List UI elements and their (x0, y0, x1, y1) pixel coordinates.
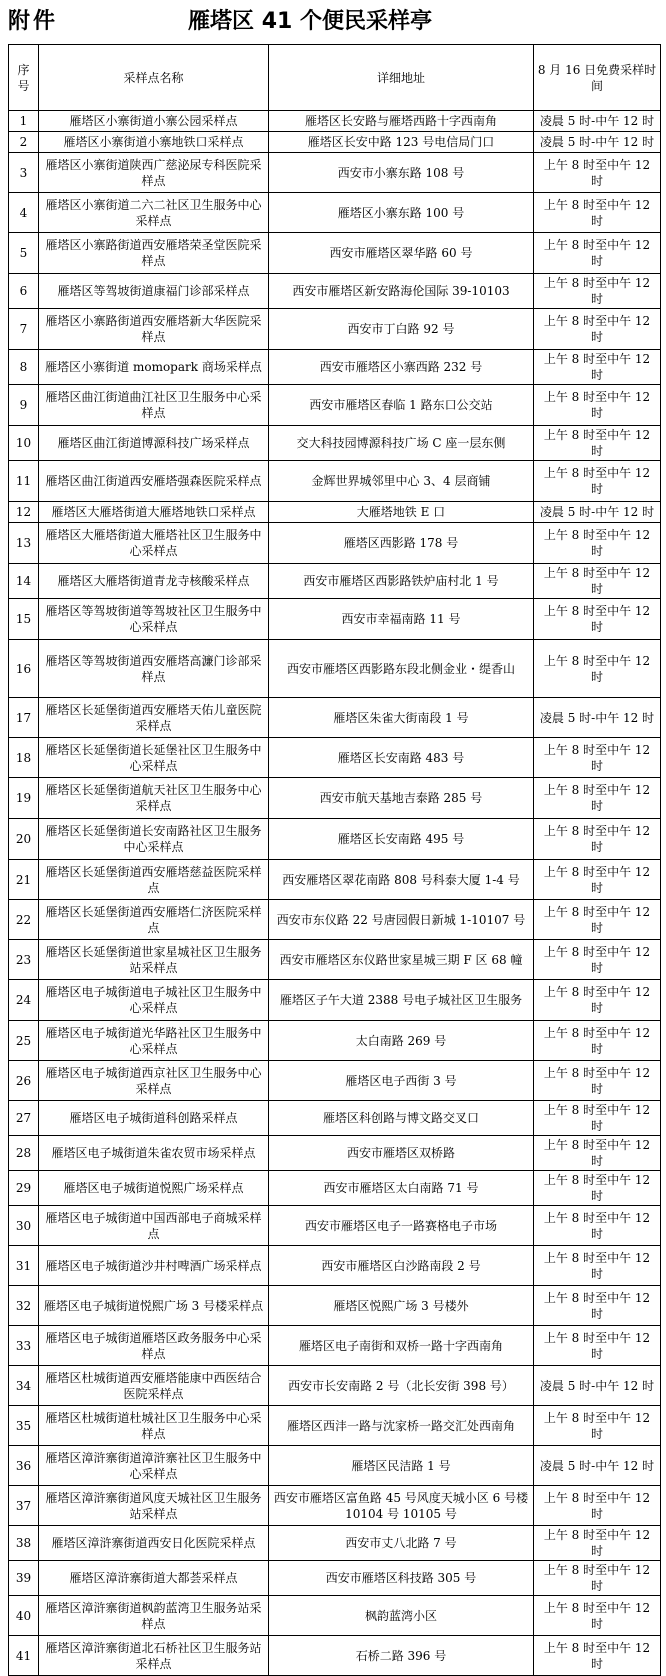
table-row (9, 599, 661, 640)
cell-address: 雁塔区长安路与雁塔西路十字西南角 (269, 111, 534, 132)
header-address: 详细地址 (269, 45, 534, 111)
cell-time: 上午 8 时至中午 12 时 (534, 1636, 661, 1676)
cell-site-name: 雁塔区曲江街道曲江社区卫生服务中心采样点 (39, 385, 269, 426)
cell-time: 上午 8 时至中午 12 时 (534, 233, 661, 274)
cell-site-name: 雁塔区小寨街道二六二社区卫生服务中心采样点 (39, 193, 269, 233)
table-row (9, 900, 661, 940)
cell-address: 西安市雁塔区东仪路世家星城三期 F 区 68 幢 (269, 940, 534, 980)
cell-time: 上午 8 时至中午 12 时 (534, 738, 661, 778)
table-row (9, 1406, 661, 1446)
cell-address: 雁塔区西沣一路与沈家桥一路交汇处西南角 (269, 1406, 534, 1446)
cell-address: 西安市雁塔区太白南路 71 号 (269, 1171, 534, 1206)
table-row (9, 564, 661, 599)
cell-site-name: 雁塔区小寨路街道西安雁塔新大华医院采样点 (39, 309, 269, 350)
cell-time: 上午 8 时至中午 12 时 (534, 274, 661, 309)
cell-address: 西安市雁塔区双桥路 (269, 1136, 534, 1171)
cell-time: 上午 8 时至中午 12 时 (534, 1526, 661, 1561)
cell-site-name: 雁塔区小寨街道陕西广慈泌尿专科医院采样点 (39, 153, 269, 193)
cell-index: 19 (9, 778, 39, 819)
table-row (9, 1526, 661, 1561)
cell-index: 5 (9, 233, 39, 274)
table-row (9, 502, 661, 523)
table-row (9, 640, 661, 698)
cell-time: 上午 8 时至中午 12 时 (534, 1171, 661, 1206)
cell-time: 凌晨 5 时-中午 12 时 (534, 1446, 661, 1486)
cell-index: 26 (9, 1061, 39, 1101)
cell-address: 西安市雁塔区西影路铁炉庙村北 1 号 (269, 564, 534, 599)
cell-index: 12 (9, 502, 39, 523)
table-header-row (9, 45, 661, 111)
cell-site-name: 雁塔区电子城街道雁塔区政务服务中心采样点 (39, 1326, 269, 1366)
cell-time: 上午 8 时至中午 12 时 (534, 350, 661, 385)
cell-site-name: 雁塔区小寨街道小寨地铁口采样点 (39, 132, 269, 153)
cell-address: 西安市雁塔区富鱼路 45 号风度天城小区 6 号楼 10104 号 10105 号 (269, 1486, 534, 1526)
cell-index: 16 (9, 640, 39, 698)
cell-time: 上午 8 时至中午 12 时 (534, 860, 661, 900)
table-row (9, 1021, 661, 1061)
table-row (9, 1206, 661, 1246)
cell-site-name: 雁塔区电子城街道科创路采样点 (39, 1101, 269, 1136)
cell-time: 上午 8 时至中午 12 时 (534, 1136, 661, 1171)
table-row (9, 153, 661, 193)
cell-site-name: 雁塔区长延堡街道西安雁塔天佑儿童医院采样点 (39, 698, 269, 738)
cell-time: 上午 8 时至中午 12 时 (534, 900, 661, 940)
page-title: 雁塔区 41 个便民采样亭 (188, 9, 432, 34)
cell-time: 上午 8 时至中午 12 时 (534, 940, 661, 980)
cell-address: 交大科技园博源科技广场 C 座一层东侧 (269, 426, 534, 461)
table-row (9, 523, 661, 564)
table-row (9, 980, 661, 1021)
cell-index: 7 (9, 309, 39, 350)
cell-index: 28 (9, 1136, 39, 1171)
cell-index: 34 (9, 1366, 39, 1406)
cell-address: 西安市航天基地吉泰路 285 号 (269, 778, 534, 819)
cell-index: 24 (9, 980, 39, 1021)
cell-time: 上午 8 时至中午 12 时 (534, 461, 661, 502)
cell-index: 15 (9, 599, 39, 640)
cell-index: 6 (9, 274, 39, 309)
cell-index: 38 (9, 1526, 39, 1561)
cell-time: 上午 8 时至中午 12 时 (534, 1061, 661, 1101)
table-row (9, 350, 661, 385)
page-header (0, 0, 666, 44)
cell-index: 14 (9, 564, 39, 599)
cell-address: 石桥二路 396 号 (269, 1636, 534, 1676)
cell-site-name: 雁塔区长延堡街道西安雁塔仁济医院采样点 (39, 900, 269, 940)
cell-site-name: 雁塔区大雁塔街道青龙寺核酸采样点 (39, 564, 269, 599)
cell-address: 雁塔区长安南路 495 号 (269, 819, 534, 860)
cell-address: 雁塔区子午大道 2388 号电子城社区卫生服务 (269, 980, 534, 1021)
cell-index: 10 (9, 426, 39, 461)
table-row (9, 819, 661, 860)
table-row (9, 1446, 661, 1486)
cell-address: 雁塔区朱雀大街南段 1 号 (269, 698, 534, 738)
cell-index: 33 (9, 1326, 39, 1366)
cell-time: 上午 8 时至中午 12 时 (534, 1246, 661, 1286)
cell-site-name: 雁塔区等驾坡街道等驾坡社区卫生服务中心采样点 (39, 599, 269, 640)
cell-index: 30 (9, 1206, 39, 1246)
cell-index: 18 (9, 738, 39, 778)
cell-address: 西安市幸福南路 11 号 (269, 599, 534, 640)
cell-site-name: 雁塔区小寨路街道西安雁塔荣圣堂医院采样点 (39, 233, 269, 274)
table-row (9, 1061, 661, 1101)
cell-site-name: 雁塔区漳浒寨街道枫韵蓝湾卫生服务站采样点 (39, 1596, 269, 1636)
header-index: 序号 (9, 45, 39, 111)
cell-address: 西安市雁塔区小寨西路 232 号 (269, 350, 534, 385)
cell-site-name: 雁塔区长延堡街道长延堡社区卫生服务中心采样点 (39, 738, 269, 778)
cell-time: 上午 8 时至中午 12 时 (534, 778, 661, 819)
cell-site-name: 雁塔区长延堡街道航天社区卫生服务中心采样点 (39, 778, 269, 819)
cell-site-name: 雁塔区小寨街道小寨公园采样点 (39, 111, 269, 132)
cell-index: 3 (9, 153, 39, 193)
cell-address: 雁塔区电子南街和双桥一路十字西南角 (269, 1326, 534, 1366)
cell-time: 凌晨 5 时-中午 12 时 (534, 132, 661, 153)
table-row (9, 1101, 661, 1136)
table-row (9, 132, 661, 153)
cell-index: 25 (9, 1021, 39, 1061)
cell-address: 枫韵蓝湾小区 (269, 1596, 534, 1636)
cell-address: 雁塔区电子西街 3 号 (269, 1061, 534, 1101)
table-row (9, 274, 661, 309)
cell-address: 西安市雁塔区春临 1 路东口公交站 (269, 385, 534, 426)
cell-address: 西安市雁塔区电子一路赛格电子市场 (269, 1206, 534, 1246)
cell-time: 上午 8 时至中午 12 时 (534, 1406, 661, 1446)
cell-index: 23 (9, 940, 39, 980)
cell-index: 13 (9, 523, 39, 564)
table-row (9, 461, 661, 502)
cell-site-name: 雁塔区电子城街道中国西部电子商城采样点 (39, 1206, 269, 1246)
table-row (9, 1366, 661, 1406)
table-row (9, 1171, 661, 1206)
cell-time: 上午 8 时至中午 12 时 (534, 309, 661, 350)
cell-index: 17 (9, 698, 39, 738)
cell-time: 上午 8 时至中午 12 时 (534, 819, 661, 860)
cell-time: 上午 8 时至中午 12 时 (534, 640, 661, 698)
cell-time: 上午 8 时至中午 12 时 (534, 1596, 661, 1636)
table-row (9, 309, 661, 350)
table-row (9, 1561, 661, 1596)
cell-site-name: 雁塔区电子城街道悦熙广场采样点 (39, 1171, 269, 1206)
cell-time: 上午 8 时至中午 12 时 (534, 153, 661, 193)
cell-site-name: 雁塔区大雁塔街道大雁塔社区卫生服务中心采样点 (39, 523, 269, 564)
cell-site-name: 雁塔区电子城街道西京社区卫生服务中心采样点 (39, 1061, 269, 1101)
cell-address: 西安市雁塔区白沙路南段 2 号 (269, 1246, 534, 1286)
cell-time: 上午 8 时至中午 12 时 (534, 1561, 661, 1596)
cell-site-name: 雁塔区长延堡街道西安雁塔慈益医院采样点 (39, 860, 269, 900)
cell-time: 凌晨 5 时-中午 12 时 (534, 698, 661, 738)
cell-index: 8 (9, 350, 39, 385)
cell-site-name: 雁塔区杜城街道西安雁塔能康中西医结合医院采样点 (39, 1366, 269, 1406)
cell-index: 21 (9, 860, 39, 900)
table-row (9, 1136, 661, 1171)
cell-address: 西安市雁塔区翠华路 60 号 (269, 233, 534, 274)
cell-site-name: 雁塔区曲江街道西安雁塔强森医院采样点 (39, 461, 269, 502)
cell-index: 1 (9, 111, 39, 132)
cell-address: 金辉世界城邻里中心 3、4 层商铺 (269, 461, 534, 502)
cell-site-name: 雁塔区电子城街道朱雀农贸市场采样点 (39, 1136, 269, 1171)
cell-site-name: 雁塔区漳浒寨街道漳浒寨社区卫生服务中心采样点 (39, 1446, 269, 1486)
cell-site-name: 雁塔区漳浒寨街道大都荟采样点 (39, 1561, 269, 1596)
cell-address: 西安市长安南路 2 号（北长安街 398 号） (269, 1366, 534, 1406)
cell-address: 雁塔区悦熙广场 3 号楼外 (269, 1286, 534, 1326)
cell-site-name: 雁塔区电子城街道沙井村啤酒广场采样点 (39, 1246, 269, 1286)
cell-address: 雁塔区长安南路 483 号 (269, 738, 534, 778)
table-row (9, 233, 661, 274)
cell-address: 西安市雁塔区西影路东段北侧金业・缇香山 (269, 640, 534, 698)
cell-index: 31 (9, 1246, 39, 1286)
table-row (9, 1246, 661, 1286)
cell-site-name: 雁塔区小寨街道 momopark 商场采样点 (39, 350, 269, 385)
cell-time: 上午 8 时至中午 12 时 (534, 599, 661, 640)
cell-index: 2 (9, 132, 39, 153)
cell-index: 37 (9, 1486, 39, 1526)
table-row (9, 698, 661, 738)
cell-time: 上午 8 时至中午 12 时 (534, 193, 661, 233)
cell-site-name: 雁塔区等驾坡街道西安雁塔高濂门诊部采样点 (39, 640, 269, 698)
table-row (9, 1326, 661, 1366)
cell-index: 11 (9, 461, 39, 502)
cell-time: 上午 8 时至中午 12 时 (534, 564, 661, 599)
table-row (9, 940, 661, 980)
cell-index: 27 (9, 1101, 39, 1136)
table-row (9, 860, 661, 900)
cell-address: 雁塔区科创路与博文路交叉口 (269, 1101, 534, 1136)
cell-time: 上午 8 时至中午 12 时 (534, 523, 661, 564)
cell-time: 上午 8 时至中午 12 时 (534, 980, 661, 1021)
cell-time: 上午 8 时至中午 12 时 (534, 426, 661, 461)
cell-address: 雁塔区民洁路 1 号 (269, 1446, 534, 1486)
cell-site-name: 雁塔区长延堡街道长安南路社区卫生服务中心采样点 (39, 819, 269, 860)
cell-index: 39 (9, 1561, 39, 1596)
cell-address: 西安市丁白路 92 号 (269, 309, 534, 350)
cell-index: 41 (9, 1636, 39, 1676)
cell-index: 36 (9, 1446, 39, 1486)
cell-time: 凌晨 5 时-中午 12 时 (534, 502, 661, 523)
cell-time: 凌晨 5 时-中午 12 时 (534, 1366, 661, 1406)
sampling-sites-table (8, 44, 661, 1676)
attachment-label: 附件 (8, 9, 59, 34)
cell-index: 40 (9, 1596, 39, 1636)
cell-index: 20 (9, 819, 39, 860)
table-row (9, 1486, 661, 1526)
cell-site-name: 雁塔区电子城街道光华路社区卫生服务中心采样点 (39, 1021, 269, 1061)
cell-address: 西安雁塔区翠花南路 808 号科泰大厦 1-4 号 (269, 860, 534, 900)
cell-address: 大雁塔地铁 E 口 (269, 502, 534, 523)
cell-time: 上午 8 时至中午 12 时 (534, 1206, 661, 1246)
cell-site-name: 雁塔区大雁塔街道大雁塔地铁口采样点 (39, 502, 269, 523)
table-row (9, 778, 661, 819)
cell-site-name: 雁塔区电子城街道悦熙广场 3 号楼采样点 (39, 1286, 269, 1326)
cell-address: 雁塔区西影路 178 号 (269, 523, 534, 564)
cell-time: 凌晨 5 时-中午 12 时 (534, 111, 661, 132)
cell-time: 上午 8 时至中午 12 时 (534, 1021, 661, 1061)
cell-site-name: 雁塔区电子城街道电子城社区卫生服务中心采样点 (39, 980, 269, 1021)
cell-site-name: 雁塔区漳浒寨街道北石桥社区卫生服务站采样点 (39, 1636, 269, 1676)
table-row (9, 738, 661, 778)
header-site-name: 采样点名称 (39, 45, 269, 111)
cell-index: 22 (9, 900, 39, 940)
table-row (9, 426, 661, 461)
table-body (9, 111, 661, 1676)
cell-address: 西安市小寨东路 108 号 (269, 153, 534, 193)
cell-address: 西安市丈八北路 7 号 (269, 1526, 534, 1561)
cell-address: 西安市雁塔区新安路海伦国际 39-10103 (269, 274, 534, 309)
cell-index: 4 (9, 193, 39, 233)
cell-site-name: 雁塔区长延堡街道世家星城社区卫生服务站采样点 (39, 940, 269, 980)
cell-time: 上午 8 时至中午 12 时 (534, 385, 661, 426)
cell-time: 上午 8 时至中午 12 时 (534, 1486, 661, 1526)
cell-address: 雁塔区长安中路 123 号电信局门口 (269, 132, 534, 153)
cell-site-name: 雁塔区漳浒寨街道西安日化医院采样点 (39, 1526, 269, 1561)
cell-address: 太白南路 269 号 (269, 1021, 534, 1061)
cell-address: 西安市雁塔区科技路 305 号 (269, 1561, 534, 1596)
cell-time: 上午 8 时至中午 12 时 (534, 1286, 661, 1326)
table-row (9, 111, 661, 132)
table-row (9, 1286, 661, 1326)
cell-index: 35 (9, 1406, 39, 1446)
cell-address: 雁塔区小寨东路 100 号 (269, 193, 534, 233)
table-row (9, 193, 661, 233)
cell-site-name: 雁塔区漳浒寨街道风度天城社区卫生服务站采样点 (39, 1486, 269, 1526)
header-time: 8 月 16 日免费采样时间 (534, 45, 661, 111)
cell-time: 上午 8 时至中午 12 时 (534, 1101, 661, 1136)
cell-address: 西安市东仪路 22 号唐园假日新城 1-10107 号 (269, 900, 534, 940)
cell-time: 上午 8 时至中午 12 时 (534, 1326, 661, 1366)
table-row (9, 1596, 661, 1636)
table-row (9, 385, 661, 426)
cell-site-name: 雁塔区等驾坡街道康福门诊部采样点 (39, 274, 269, 309)
cell-index: 9 (9, 385, 39, 426)
cell-site-name: 雁塔区曲江街道博源科技广场采样点 (39, 426, 269, 461)
cell-index: 32 (9, 1286, 39, 1326)
cell-site-name: 雁塔区杜城街道杜城社区卫生服务中心采样点 (39, 1406, 269, 1446)
table-row (9, 1636, 661, 1676)
cell-index: 29 (9, 1171, 39, 1206)
